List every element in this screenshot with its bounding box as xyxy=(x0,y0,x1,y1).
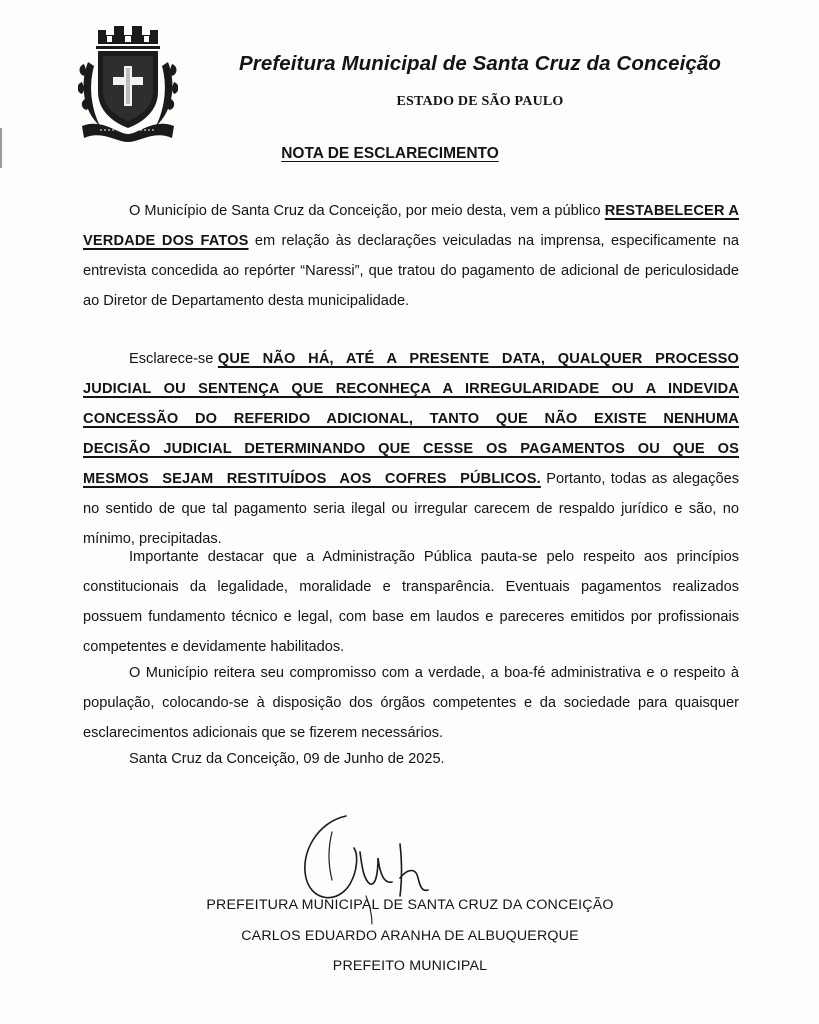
paragraph-2 xyxy=(83,344,739,554)
paragraph-1-emphasis: RESTABELECER A VERDADE DOS FATOS xyxy=(83,203,740,249)
state-name: ESTADO DE SÃO PAULO xyxy=(396,94,564,109)
scan-edge-mark xyxy=(0,128,2,168)
paragraph-3-text: Importante destacar que a Administração Pública pauta-se pelo respeito aos princípios constitucionais da legalidade, moralidade e transparência. Eventuais pagamentos realizados possuem fundamento técnico e legal, com base em laudos e pareceres emitidos por profissionais competentes e devidamente habilitados. xyxy=(83,549,739,655)
paragraph-2-rest: Portanto, todas as alegações no sentido de que tal pagamento seria ilegal ou irregular carecem de respaldo jurídico e são, no mínimo, precipitadas. xyxy=(83,471,740,547)
organization-name: Prefeitura Municipal de Santa Cruz da Conceição xyxy=(238,52,721,75)
paragraph-1-rest: em relação às declarações veiculadas na imprensa, especificamente na entrevista concedida ao repórter “Naressi”, que tratou do pagamento de adicional de periculosidade ao Diretor de Departamento desta municipalidade. xyxy=(83,233,739,309)
document-title: NOTA DE ESCLARECIMENTO xyxy=(281,145,499,162)
paragraph-1 xyxy=(83,196,739,316)
paragraph-4 xyxy=(83,658,739,748)
paragraph-3 xyxy=(83,542,739,662)
municipal-coat-of-arms-icon xyxy=(78,22,178,144)
signatory-title: PREFEITO MUNICIPAL xyxy=(332,958,488,974)
signature-organization: PREFEITURA MUNICIPAL DE SANTA CRUZ DA CONCEIÇÃO xyxy=(206,897,614,913)
paragraph-2-lead: Esclarece-se xyxy=(129,351,218,367)
paragraph-4-text: O Município reitera seu compromisso com a verdade, a boa-fé administrativa e o respeito à população, colocando-se à disposição dos órgãos competentes e da sociedade para quaisquer esclarecimentos adicionais que se fizerem necessários. xyxy=(83,665,739,741)
paragraph-1-lead: O Município de Santa Cruz da Conceição, por meio desta, vem a público xyxy=(129,203,605,219)
place-and-date: Santa Cruz da Conceição, 09 de Junho de 2025. xyxy=(129,751,445,767)
paragraph-2-emphasis: QUE NÃO HÁ, ATÉ A PRESENTE DATA, QUALQUER PROCESSO JUDICIAL OU SENTENÇA QUE RECONHEÇA A IRREGULARIDADE OU A INDEVIDA CONCESSÃO DO REFERIDO ADICIONAL, TANTO QUE NÃO EXISTE NENHUMA DECISÃO JUDICIAL DETERMINANDO QUE CESSE OS PAGAMENTOS OU QUE OS MESMOS SEJAM RESTITUÍDOS AOS COFRES PÚBLICOS. xyxy=(83,351,740,487)
signatory-name: CARLOS EDUARDO ARANHA DE ALBUQUERQUE xyxy=(241,928,579,944)
